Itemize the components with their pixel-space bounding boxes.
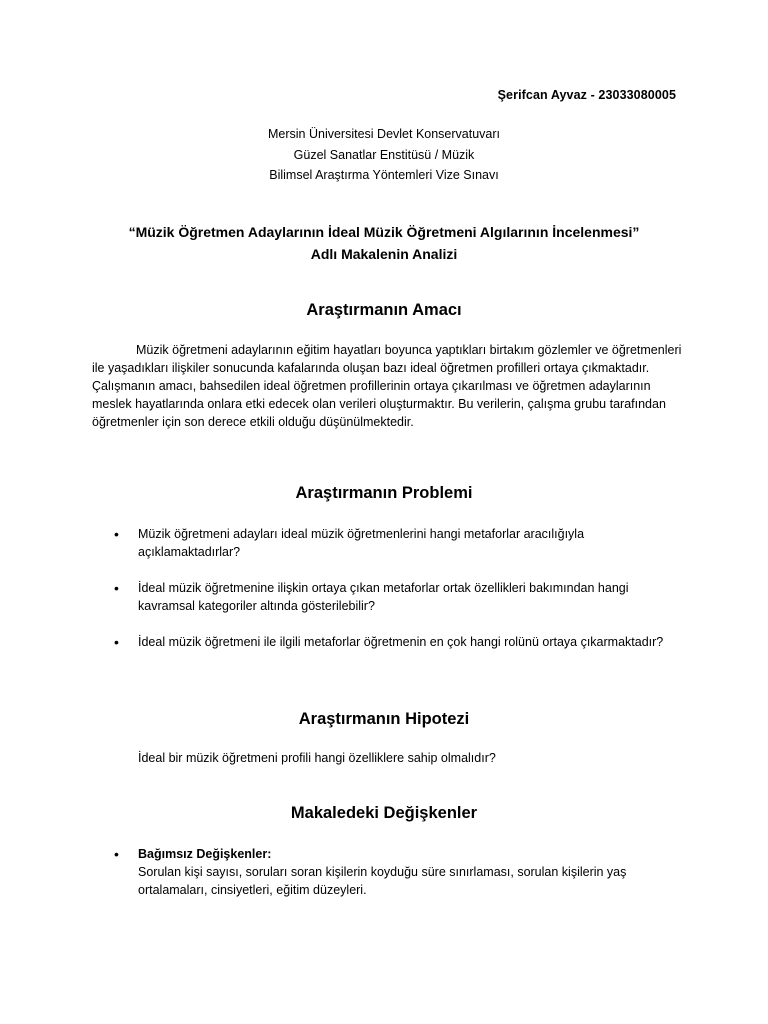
author-line: Şerifcan Ayvaz - 23033080005 bbox=[497, 88, 676, 102]
hypothesis-text: İdeal bir müzik öğretmeni profili hangi özelliklere sahip olmalıdır? bbox=[138, 751, 496, 765]
section-heading-problem: Araştırmanın Problemi bbox=[295, 484, 473, 502]
bullet-icon: • bbox=[114, 580, 119, 596]
bullet-icon: • bbox=[114, 634, 119, 650]
bullet-icon: • bbox=[114, 526, 119, 542]
section-heading-hypothesis: Araştırmanın Hipotezi bbox=[298, 710, 470, 728]
variable-text: Sorulan kişi sayısı, soruları soran kişilerin koyduğu süre sınırlaması, sorulan kişilerin yaş ortalamaları, cinsiyetleri, eğitim düzeyleri. bbox=[138, 865, 627, 897]
list-item: • İdeal müzik öğretmeni ile ilgili metaforlar öğretmenin en çok hangi rolünü ortaya çıkarmaktadır? bbox=[114, 634, 664, 650]
list-item bbox=[92, 845, 684, 899]
section-heading-purpose: Araştırmanın Amacı bbox=[306, 301, 462, 319]
institution-block bbox=[0, 124, 768, 186]
title-line-1: “Müzik Öğretmen Adaylarının İdeal Müzik Öğretmeni Algılarının İncelenmesi” bbox=[128, 224, 640, 240]
variables-list bbox=[92, 845, 684, 917]
list-item: • Müzik öğretmeni adayları ideal müzik öğretmenlerini hangi metaforlar aracılığıyla açıklamaktadırlar? bbox=[114, 526, 585, 559]
variable-label: Bağımsız Değişkenler: bbox=[138, 847, 272, 861]
bullet-icon: • bbox=[114, 846, 119, 862]
purpose-paragraph bbox=[92, 341, 684, 431]
list-item: • İdeal müzik öğretmenine ilişkin ortaya çıkan metaforlar ortak özellikleri bakımından hangi kavramsal kategoriler altında gösterilebilir? bbox=[114, 580, 629, 613]
institution-line: Mersin Üniversitesi Devlet Konservatuvarı bbox=[267, 127, 501, 141]
purpose-text: Müzik öğretmeni adaylarının eğitim hayatları boyunca yaptıkları birtakım gözlemler ve öğretmenleri ile yaşadıkları ilişkiler sonucunda kafalarında oluşan bazı ideal öğretmen profilleri ortaya çıkmaktadır. Çalışmanın amacı, bahsedilen ideal öğretmen profillerinin ortaya çıkarılması ve öğretmen adaylarının meslek hayatlarında onlara etki edecek olan verileri oluşturmaktır. Bu verilerin, çalışma grubu tarafından öğretmenler için son derece etkili olduğu düşünülmektedir. bbox=[92, 343, 682, 429]
problem-list bbox=[92, 525, 684, 669]
institution-line: Bilimsel Araştırma Yöntemleri Vize Sınavı bbox=[269, 168, 499, 182]
document-title bbox=[0, 221, 768, 265]
title-line-2: Adlı Makalenin Analizi bbox=[310, 246, 458, 262]
section-heading-variables: Makaledeki Değişkenler bbox=[290, 804, 478, 822]
institution-line: Güzel Sanatlar Enstitüsü / Müzik bbox=[293, 147, 475, 162]
